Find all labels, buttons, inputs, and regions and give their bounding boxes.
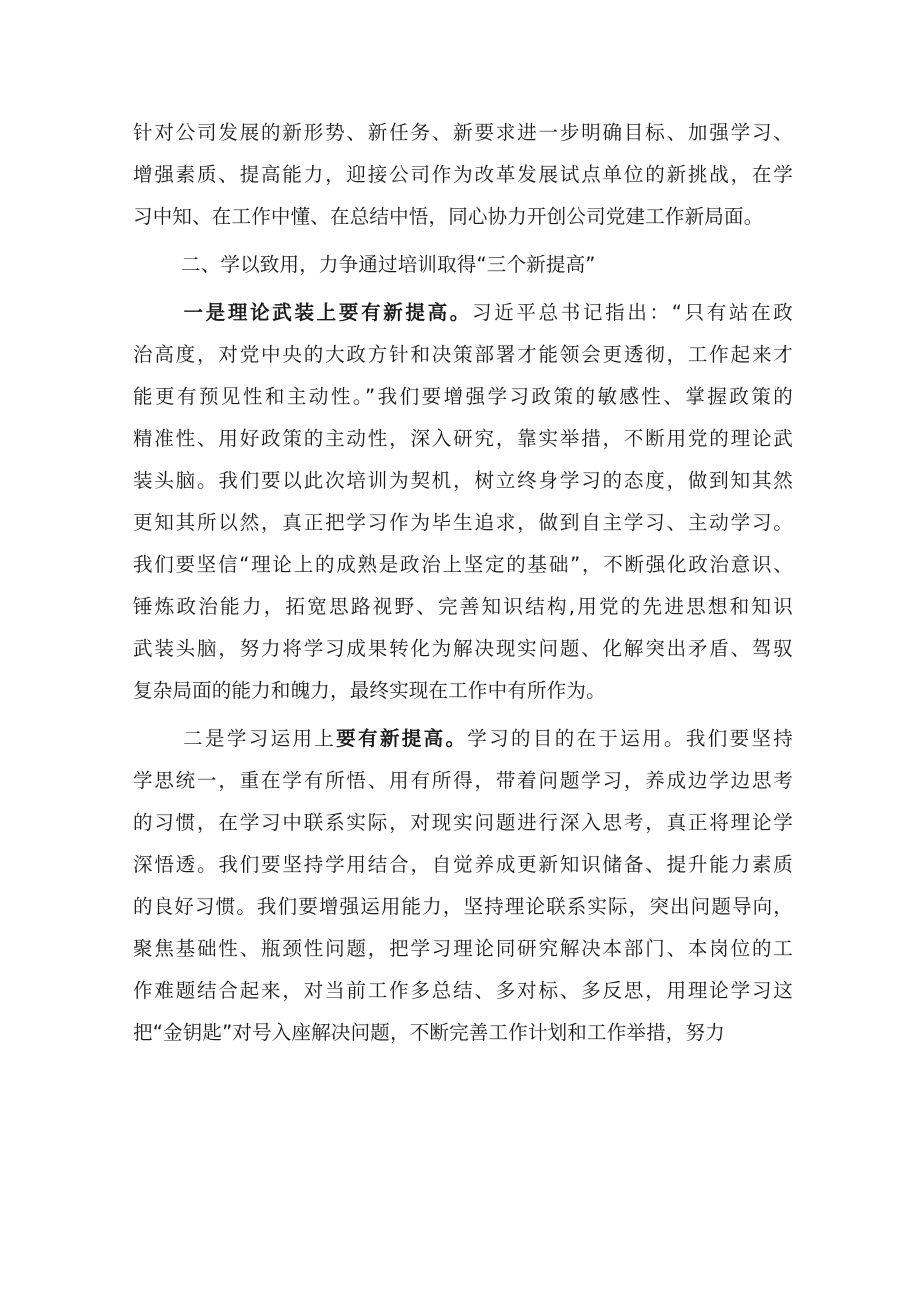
text-run: 聚焦基础性、瓶颈性问题，把学习理论同研究解决本部门、本岗位的工 (133, 937, 793, 960)
text-run: 针对公司发展的新形势、新任务、新要求进一步明确目标、加强学习、 (133, 121, 793, 144)
text-line (133, 886, 793, 928)
text-run: 学思统一，重在学有所悟、用有所得，带着问题学习，养成边学边思考 (133, 769, 793, 792)
text-line (133, 844, 793, 886)
text-run: 武装头脑，努力将学习成果转化为解决现实问题、化解突出矛盾、驾驭 (133, 637, 793, 660)
document-body (133, 112, 793, 1054)
text-run: 复杂局面的能力和魄力，最终实现在工作中有所作为。 (133, 679, 606, 702)
paragraph-p4 (133, 718, 793, 1054)
text-run: 习近平总书记指出：“只有站在政 (472, 301, 793, 324)
text-run: 二是学习运用上 (181, 727, 337, 750)
text-line (133, 502, 793, 544)
text-line (133, 376, 793, 418)
text-run: 能更有预见性和主动性。”我们要增强学习政策的敏感性、掌握政策的 (133, 385, 793, 408)
text-line (133, 460, 793, 502)
text-run: 习中知、在工作中懂、在总结中悟，同心协力开创公司党建工作新局面。 (133, 205, 764, 228)
text-line (133, 544, 793, 586)
text-line (133, 586, 793, 628)
text-run: 锤炼政治能力，拓宽思路视野、完善知识结构,用党的先进思想和知识 (133, 595, 793, 618)
text-run: 精准性、用好政策的主动性，深入研究，靠实举措，不断用党的理论武 (133, 427, 793, 450)
paragraph-p3 (133, 292, 793, 712)
text-line (133, 244, 793, 286)
text-line (133, 196, 793, 238)
bold-text-run: 要有新提高。 (336, 727, 468, 750)
text-line (133, 970, 793, 1012)
paragraph-p2 (133, 244, 793, 286)
text-line (133, 1012, 793, 1054)
text-run: 的良好习惯。我们要增强运用能力，坚持理论联系实际，突出问题导向， (133, 895, 793, 918)
text-line (133, 628, 793, 670)
text-run: 深悟透。我们要坚持学用结合，自觉养成更新知识储备、提升能力素质 (133, 853, 793, 876)
text-line (133, 718, 793, 760)
bold-text-run: 一是理论武装上要有新提高。 (181, 301, 472, 324)
paragraph-p1 (133, 112, 793, 238)
text-line (133, 928, 793, 970)
text-run: 把“金钥匙”对号入座解决问题，不断完善工作计划和工作举措，努力 (133, 1021, 725, 1044)
text-run: 治高度，对党中央的大政方针和决策部署才能领会更透彻，工作起来才 (133, 343, 793, 366)
text-run: 装头脑。我们要以此次培训为契机，树立终身学习的态度，做到知其然 (133, 469, 793, 492)
text-run: 增强素质、提高能力，迎接公司作为改革发展试点单位的新挑战，在学 (133, 163, 793, 186)
text-line (133, 802, 793, 844)
text-run: 学习的目的在于运用。我们要坚持 (467, 727, 793, 750)
text-run: 更知其所以然，真正把学习作为毕生追求，做到自主学习、主动学习。 (133, 511, 793, 534)
text-run: 二、学以致用，力争通过培训取得“三个新提高” (181, 253, 596, 276)
text-run: 我们要坚信“理论上的成熟是政治上坚定的基础”，不断强化政治意识、 (133, 553, 793, 576)
text-line (133, 760, 793, 802)
text-line (133, 154, 793, 196)
text-line (133, 112, 793, 154)
text-line (133, 292, 793, 334)
text-line (133, 334, 793, 376)
text-run: 作难题结合起来，对当前工作多总结、多对标、多反思，用理论学习这 (133, 979, 793, 1002)
text-line (133, 418, 793, 460)
text-run: 的习惯，在学习中联系实际，对现实问题进行深入思考，真正将理论学 (133, 811, 793, 834)
text-line (133, 670, 793, 712)
